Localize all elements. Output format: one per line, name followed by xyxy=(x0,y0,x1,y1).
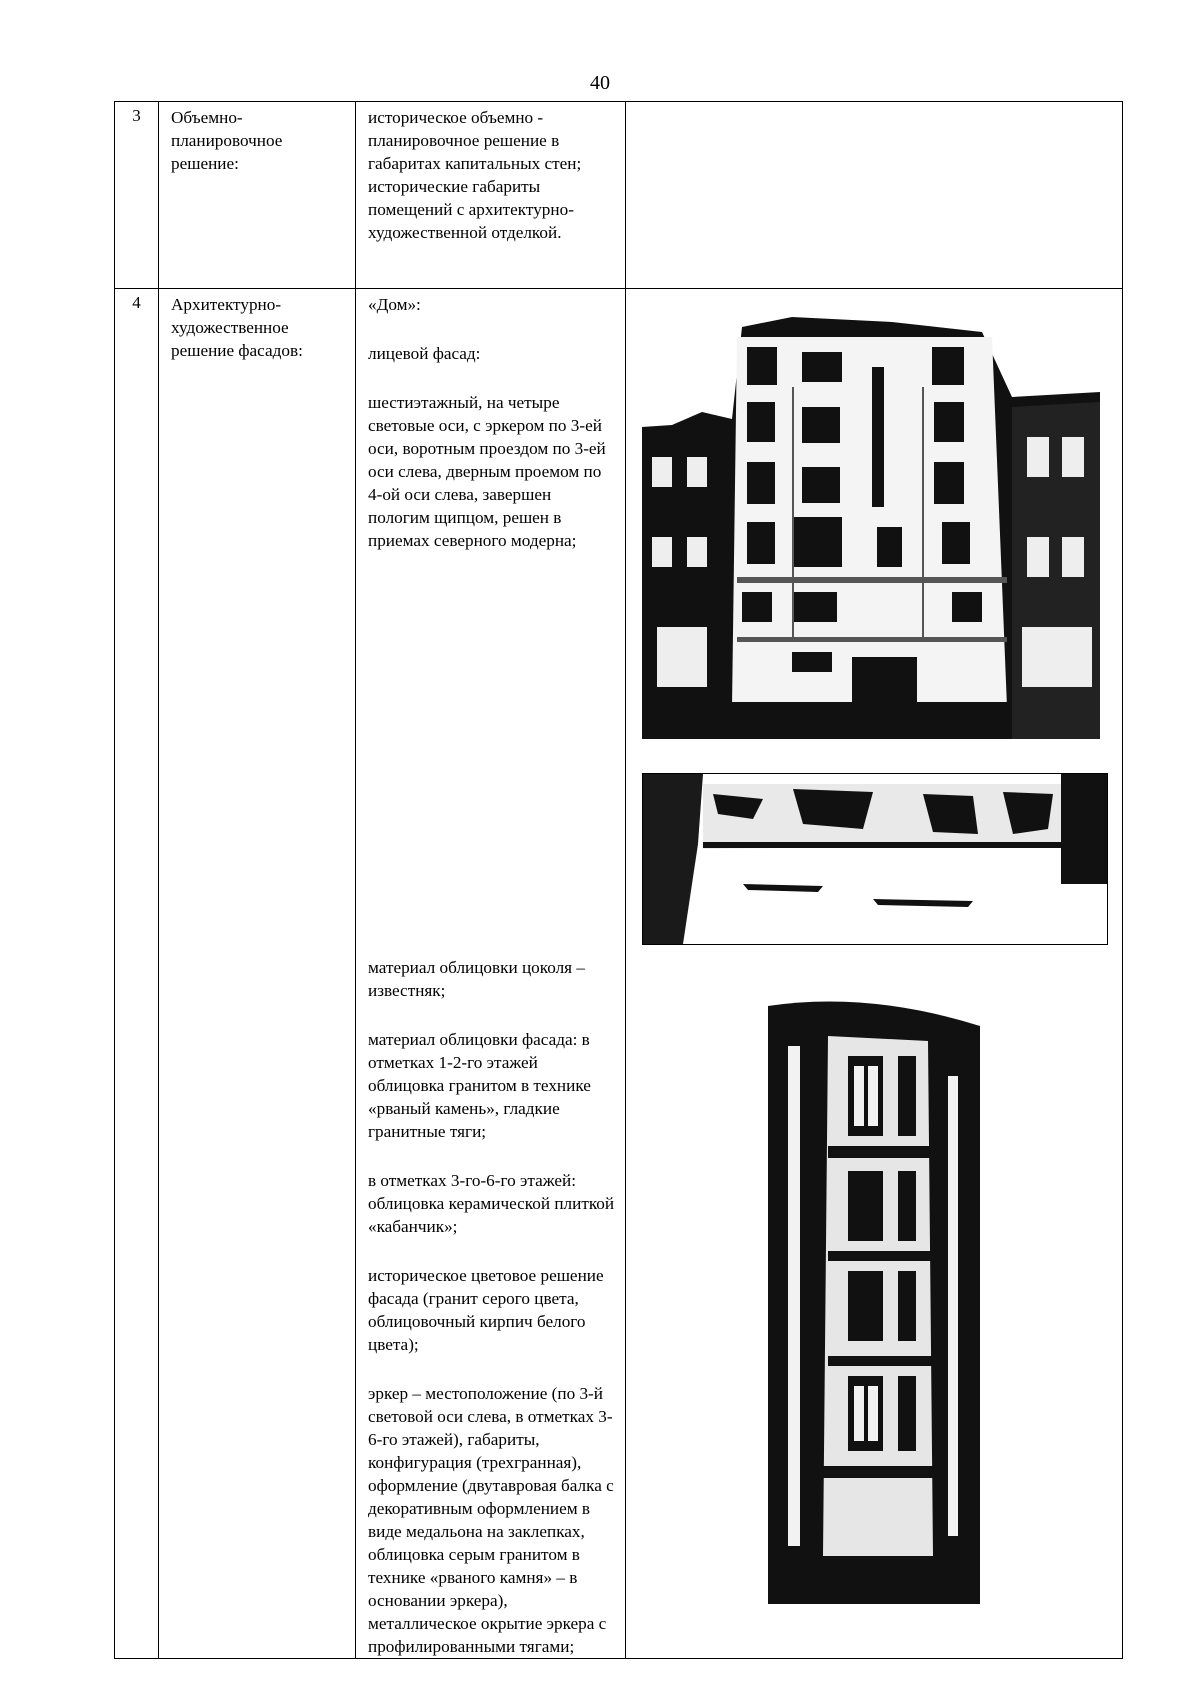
facade-photo xyxy=(642,307,1100,739)
photo-cell xyxy=(626,102,1123,289)
feature-description xyxy=(356,102,626,289)
description-paragraph: материал облицовки цоколя – известняк; xyxy=(368,958,585,1000)
plinth-photo xyxy=(642,773,1108,945)
heritage-features-table xyxy=(114,101,1123,1659)
description-paragraph: историческое объемно - планировочное решение в габаритах капитальных стен; xyxy=(368,108,582,173)
page-number: 40 xyxy=(590,72,610,94)
description-paragraph: эркер – местоположение (по 3-й световой оси слева, в отметках 3-6-го этажей), габариты, конфигурация (трехгранная), оформление (двутавровая балка с декоративным оформлением в виде медальона на заклепках, облицовка серым гранитом в технике «рваного камня» – в основании эркера), металлическое окрытие эркера с профилированными тягами; xyxy=(368,1384,614,1656)
description-paragraph: «Дом»: xyxy=(368,295,421,314)
feature-name: Архитектурно-художественное решение фасадов: xyxy=(159,289,356,1659)
description-paragraph: материал облицовки фасада: в отметках 1-2-го этажей облицовка гранитом в технике «рваный камень», гладкие гранитные тяги; xyxy=(368,1030,591,1141)
description-paragraph: в отметках 3-го-6-го этажей: облицовка керамической плиткой «кабанчик»; xyxy=(368,1171,615,1236)
description-paragraph: исторические габариты помещений с архитектурно-художественной отделкой. xyxy=(368,177,574,242)
row-number: 3 xyxy=(115,102,159,289)
photo-cell xyxy=(626,289,1123,1659)
row-number: 4 xyxy=(115,289,159,1659)
description-paragraph: шестиэтажный, на четыре световые оси, с эркером по 3-ей оси, воротным проездом по 3-ей оси слева, дверным проемом по 4-ой оси слева, завершен пологим щипцом, решен в приемах северного модерна; xyxy=(368,393,606,550)
description-paragraph: историческое цветовое решение фасада (гранит серого цвета, облицовочный кирпич белого цвета); xyxy=(368,1266,604,1354)
bay-window-photo xyxy=(768,996,980,1604)
table-row xyxy=(115,289,1123,1659)
feature-description xyxy=(356,289,626,1659)
description-paragraph: лицевой фасад: xyxy=(368,344,481,363)
table-row xyxy=(115,102,1123,289)
feature-name: Объемно-планировочное решение: xyxy=(159,102,356,289)
